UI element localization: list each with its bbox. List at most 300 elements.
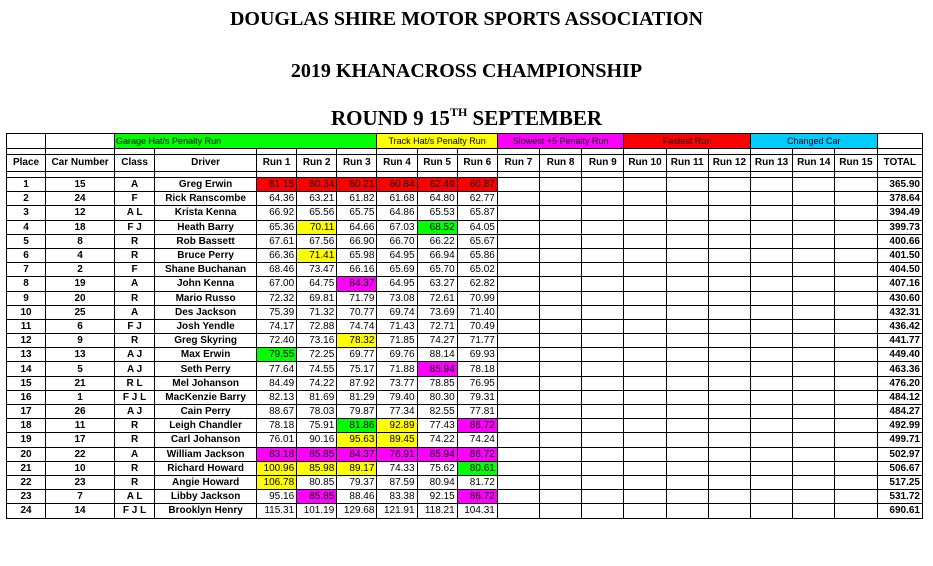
- run-time-cell: [666, 206, 708, 220]
- place-cell: 12: [7, 334, 46, 348]
- run-time-cell: [540, 277, 582, 291]
- run-time-cell: [835, 376, 877, 390]
- column-header: Car Number: [46, 155, 115, 172]
- run-time-cell: [540, 376, 582, 390]
- driver-cell: MacKenzie Barry: [155, 390, 257, 404]
- run-time-cell: 89.17: [337, 461, 377, 475]
- table-row: [7, 405, 923, 419]
- run-time-cell: 84.37: [337, 277, 377, 291]
- run-time-cell: [708, 291, 750, 305]
- run-time-cell: 74.33: [377, 461, 417, 475]
- car-number-cell: 18: [46, 220, 115, 234]
- run-time-cell: 74.55: [297, 362, 337, 376]
- run-time-cell: 92.89: [377, 419, 417, 433]
- run-time-cell: [497, 419, 539, 433]
- place-cell: 19: [7, 433, 46, 447]
- run-time-cell: [835, 291, 877, 305]
- run-time-cell: 79.87: [337, 405, 377, 419]
- run-time-cell: 77.43: [417, 419, 457, 433]
- run-time-cell: [582, 490, 624, 504]
- run-time-cell: 78.18: [457, 362, 497, 376]
- column-header: Run 2: [297, 155, 337, 172]
- driver-cell: Rob Bassett: [155, 234, 257, 248]
- run-time-cell: [540, 319, 582, 333]
- run-time-cell: 64.95: [377, 277, 417, 291]
- column-header: Run 6: [457, 155, 497, 172]
- total-cell: 394.49: [877, 206, 922, 220]
- run-time-cell: 65.87: [457, 206, 497, 220]
- run-time-cell: [624, 263, 666, 277]
- place-cell: 5: [7, 234, 46, 248]
- place-cell: 4: [7, 220, 46, 234]
- run-time-cell: 101.19: [297, 504, 337, 518]
- run-time-cell: [708, 248, 750, 262]
- run-time-cell: 88.67: [257, 405, 297, 419]
- run-time-cell: 80.61: [457, 461, 497, 475]
- legend-slowest-penalty: Slowest +5 Penalty Run: [497, 134, 624, 149]
- place-cell: 1: [7, 178, 46, 192]
- run-time-cell: 73.08: [377, 291, 417, 305]
- run-time-cell: [540, 334, 582, 348]
- run-time-cell: [793, 348, 835, 362]
- run-time-cell: 70.77: [337, 305, 377, 319]
- run-time-cell: [497, 192, 539, 206]
- run-time-cell: [793, 277, 835, 291]
- column-header: Run 1: [257, 155, 297, 172]
- place-cell: 24: [7, 504, 46, 518]
- run-time-cell: 74.27: [417, 334, 457, 348]
- class-cell: R: [115, 433, 155, 447]
- run-time-cell: [624, 291, 666, 305]
- round-title-main: ROUND 9 15: [330, 106, 450, 130]
- column-header: Driver: [155, 155, 257, 172]
- run-time-cell: 79.37: [337, 475, 377, 489]
- run-time-cell: 75.39: [257, 305, 297, 319]
- car-number-cell: 17: [46, 433, 115, 447]
- run-time-cell: [793, 234, 835, 248]
- run-time-cell: [540, 433, 582, 447]
- table-row: [7, 263, 923, 277]
- run-time-cell: [666, 376, 708, 390]
- run-time-cell: [750, 305, 792, 319]
- run-time-cell: [540, 405, 582, 419]
- run-time-cell: [708, 419, 750, 433]
- run-time-cell: [666, 305, 708, 319]
- class-cell: R: [115, 461, 155, 475]
- car-number-cell: 24: [46, 192, 115, 206]
- run-time-cell: 63.21: [297, 192, 337, 206]
- run-time-cell: 71.79: [337, 291, 377, 305]
- run-time-cell: [750, 461, 792, 475]
- total-cell: 378.64: [877, 192, 922, 206]
- run-time-cell: [708, 220, 750, 234]
- run-time-cell: 70.99: [457, 291, 497, 305]
- run-time-cell: 67.56: [297, 234, 337, 248]
- run-time-cell: [793, 248, 835, 262]
- run-time-cell: 79.31: [457, 390, 497, 404]
- run-time-cell: [497, 248, 539, 262]
- run-time-cell: 79.40: [377, 390, 417, 404]
- run-time-cell: [793, 447, 835, 461]
- run-time-cell: 75.62: [417, 461, 457, 475]
- run-time-cell: [750, 348, 792, 362]
- class-cell: A: [115, 305, 155, 319]
- run-time-cell: 66.36: [257, 248, 297, 262]
- driver-cell: Greg Skyring: [155, 334, 257, 348]
- run-time-cell: [666, 234, 708, 248]
- run-time-cell: [497, 291, 539, 305]
- class-cell: R: [115, 291, 155, 305]
- car-number-cell: 21: [46, 376, 115, 390]
- run-time-cell: [666, 263, 708, 277]
- run-time-cell: 74.17: [257, 319, 297, 333]
- run-time-cell: 80.30: [417, 390, 457, 404]
- run-time-cell: 82.13: [257, 390, 297, 404]
- run-time-cell: [793, 305, 835, 319]
- run-time-cell: [540, 504, 582, 518]
- total-cell: 531.72: [877, 490, 922, 504]
- table-row: [7, 419, 923, 433]
- class-cell: A J: [115, 405, 155, 419]
- run-time-cell: [835, 192, 877, 206]
- run-time-cell: [750, 447, 792, 461]
- table-row: [7, 447, 923, 461]
- run-time-cell: [750, 334, 792, 348]
- driver-cell: Richard Howard: [155, 461, 257, 475]
- run-time-cell: [624, 504, 666, 518]
- run-time-cell: 85.85: [297, 490, 337, 504]
- run-time-cell: 104.31: [457, 504, 497, 518]
- round-title: [0, 106, 933, 131]
- table-row: [7, 234, 923, 248]
- run-time-cell: 66.94: [417, 248, 457, 262]
- run-time-cell: [497, 178, 539, 192]
- class-cell: R L: [115, 376, 155, 390]
- run-time-cell: 68.46: [257, 263, 297, 277]
- run-time-cell: 67.00: [257, 277, 297, 291]
- car-number-cell: 26: [46, 405, 115, 419]
- run-time-cell: [582, 319, 624, 333]
- run-time-cell: 74.24: [457, 433, 497, 447]
- table-row: [7, 178, 923, 192]
- run-time-cell: 95.16: [257, 490, 297, 504]
- run-time-cell: 77.64: [257, 362, 297, 376]
- run-time-cell: [666, 291, 708, 305]
- driver-cell: Leigh Chandler: [155, 419, 257, 433]
- run-time-cell: [708, 263, 750, 277]
- run-time-cell: 64.75: [297, 277, 337, 291]
- run-time-cell: [750, 376, 792, 390]
- run-time-cell: 87.59: [377, 475, 417, 489]
- legend-fastest-run: Fastest Run: [624, 134, 751, 149]
- place-cell: 23: [7, 490, 46, 504]
- place-cell: 8: [7, 277, 46, 291]
- run-time-cell: 71.32: [297, 305, 337, 319]
- total-cell: 407.16: [877, 277, 922, 291]
- run-time-cell: [582, 390, 624, 404]
- run-time-cell: 62.82: [457, 277, 497, 291]
- driver-cell: Josh Yendle: [155, 319, 257, 333]
- run-time-cell: 65.56: [297, 206, 337, 220]
- run-time-cell: [497, 447, 539, 461]
- total-cell: 484.12: [877, 390, 922, 404]
- run-time-cell: [793, 206, 835, 220]
- total-cell: 441.77: [877, 334, 922, 348]
- run-time-cell: [624, 376, 666, 390]
- run-time-cell: [793, 419, 835, 433]
- table-row: [7, 334, 923, 348]
- place-cell: 9: [7, 291, 46, 305]
- run-time-cell: 71.43: [377, 319, 417, 333]
- table-row: [7, 433, 923, 447]
- run-time-cell: [835, 206, 877, 220]
- car-number-cell: 6: [46, 319, 115, 333]
- run-time-cell: 65.98: [337, 248, 377, 262]
- run-time-cell: 60.87: [457, 178, 497, 192]
- run-time-cell: [540, 419, 582, 433]
- total-cell: 436.42: [877, 319, 922, 333]
- run-time-cell: 92.15: [417, 490, 457, 504]
- run-time-cell: 80.94: [417, 475, 457, 489]
- legend-track-penalty: Track Hat/s Penalty Run: [377, 134, 497, 149]
- table-row: [7, 220, 923, 234]
- car-number-cell: 19: [46, 277, 115, 291]
- class-cell: A: [115, 447, 155, 461]
- run-time-cell: [750, 319, 792, 333]
- run-time-cell: [793, 220, 835, 234]
- table-row: [7, 305, 923, 319]
- run-time-cell: 69.81: [297, 291, 337, 305]
- run-time-cell: [835, 433, 877, 447]
- run-time-cell: [835, 475, 877, 489]
- run-time-cell: [793, 390, 835, 404]
- run-time-cell: [835, 348, 877, 362]
- run-time-cell: 65.75: [337, 206, 377, 220]
- run-time-cell: [835, 305, 877, 319]
- run-time-cell: [750, 248, 792, 262]
- column-header-row: [7, 155, 923, 172]
- run-time-cell: [624, 206, 666, 220]
- run-time-cell: [835, 504, 877, 518]
- run-time-cell: 121.91: [377, 504, 417, 518]
- column-header: Run 3: [337, 155, 377, 172]
- run-time-cell: 73.77: [377, 376, 417, 390]
- run-time-cell: [708, 475, 750, 489]
- run-time-cell: [666, 192, 708, 206]
- run-time-cell: [497, 277, 539, 291]
- run-time-cell: [582, 475, 624, 489]
- place-cell: 20: [7, 447, 46, 461]
- run-time-cell: [750, 362, 792, 376]
- run-time-cell: [582, 504, 624, 518]
- driver-cell: Krista Kenna: [155, 206, 257, 220]
- run-time-cell: [540, 305, 582, 319]
- run-time-cell: 62.77: [457, 192, 497, 206]
- car-number-cell: 25: [46, 305, 115, 319]
- association-title: DOUGLAS SHIRE MOTOR SPORTS ASSOCIATION: [229, 8, 704, 30]
- run-time-cell: [793, 433, 835, 447]
- run-time-cell: 65.86: [457, 248, 497, 262]
- run-time-cell: 77.34: [377, 405, 417, 419]
- run-time-cell: 66.16: [337, 263, 377, 277]
- run-time-cell: 90.16: [297, 433, 337, 447]
- run-time-cell: [750, 490, 792, 504]
- car-number-cell: 5: [46, 362, 115, 376]
- run-time-cell: 95.63: [337, 433, 377, 447]
- run-time-cell: [497, 390, 539, 404]
- total-cell: 502.97: [877, 447, 922, 461]
- run-time-cell: [708, 447, 750, 461]
- total-cell: 690.61: [877, 504, 922, 518]
- run-time-cell: [750, 192, 792, 206]
- driver-cell: John Kenna: [155, 277, 257, 291]
- run-time-cell: [582, 405, 624, 419]
- run-time-cell: 65.70: [417, 263, 457, 277]
- run-time-cell: [666, 490, 708, 504]
- place-cell: 2: [7, 192, 46, 206]
- run-time-cell: 79.55: [257, 348, 297, 362]
- table-row: [7, 206, 923, 220]
- table-row: [7, 390, 923, 404]
- run-time-cell: 83.38: [377, 490, 417, 504]
- run-time-cell: [708, 277, 750, 291]
- run-time-cell: [624, 475, 666, 489]
- run-time-cell: [540, 348, 582, 362]
- driver-cell: Mel Johanson: [155, 376, 257, 390]
- run-time-cell: [582, 234, 624, 248]
- run-time-cell: 72.40: [257, 334, 297, 348]
- run-time-cell: [708, 234, 750, 248]
- car-number-cell: 14: [46, 504, 115, 518]
- run-time-cell: [793, 490, 835, 504]
- run-time-cell: 82.55: [417, 405, 457, 419]
- table-row: [7, 475, 923, 489]
- run-time-cell: 106.78: [257, 475, 297, 489]
- run-time-cell: [666, 419, 708, 433]
- run-time-cell: 69.93: [457, 348, 497, 362]
- run-time-cell: [708, 461, 750, 475]
- run-time-cell: [750, 206, 792, 220]
- run-time-cell: 115.31: [257, 504, 297, 518]
- run-time-cell: 72.88: [297, 319, 337, 333]
- run-time-cell: [540, 192, 582, 206]
- run-time-cell: [666, 220, 708, 234]
- run-time-cell: 65.36: [257, 220, 297, 234]
- table-row: [7, 319, 923, 333]
- run-time-cell: [750, 178, 792, 192]
- column-header: Run 12: [708, 155, 750, 172]
- table-row: [7, 248, 923, 262]
- run-time-cell: [666, 461, 708, 475]
- run-time-cell: [624, 419, 666, 433]
- run-time-cell: 62.49: [417, 178, 457, 192]
- total-cell: 484.27: [877, 405, 922, 419]
- driver-cell: Brooklyn Henry: [155, 504, 257, 518]
- driver-cell: Des Jackson: [155, 305, 257, 319]
- run-time-cell: 80.85: [297, 475, 337, 489]
- run-time-cell: [793, 263, 835, 277]
- run-time-cell: 73.69: [417, 305, 457, 319]
- class-cell: R: [115, 475, 155, 489]
- run-time-cell: [540, 206, 582, 220]
- driver-cell: Heath Barry: [155, 220, 257, 234]
- run-time-cell: [497, 504, 539, 518]
- car-number-cell: 23: [46, 475, 115, 489]
- run-time-cell: [835, 461, 877, 475]
- run-time-cell: [666, 447, 708, 461]
- column-header: Run 7: [497, 155, 539, 172]
- column-header: Run 8: [540, 155, 582, 172]
- run-time-cell: [666, 248, 708, 262]
- place-cell: 13: [7, 348, 46, 362]
- run-time-cell: [835, 234, 877, 248]
- run-time-cell: [666, 362, 708, 376]
- run-time-cell: 81.86: [337, 419, 377, 433]
- driver-cell: Cain Perry: [155, 405, 257, 419]
- class-cell: A J: [115, 362, 155, 376]
- run-time-cell: 66.22: [417, 234, 457, 248]
- run-time-cell: [582, 433, 624, 447]
- place-cell: 14: [7, 362, 46, 376]
- run-time-cell: 71.40: [457, 305, 497, 319]
- driver-cell: Bruce Perry: [155, 248, 257, 262]
- table-row: [7, 192, 923, 206]
- total-cell: 463.36: [877, 362, 922, 376]
- class-cell: R: [115, 248, 155, 262]
- run-time-cell: [540, 234, 582, 248]
- place-cell: 16: [7, 390, 46, 404]
- car-number-cell: 4: [46, 248, 115, 262]
- total-cell: 432.31: [877, 305, 922, 319]
- total-cell: 399.73: [877, 220, 922, 234]
- run-time-cell: [582, 248, 624, 262]
- run-time-cell: 81.69: [297, 390, 337, 404]
- column-header: Run 4: [377, 155, 417, 172]
- run-time-cell: [497, 220, 539, 234]
- run-time-cell: [666, 504, 708, 518]
- place-cell: 18: [7, 419, 46, 433]
- column-header: Run 5: [417, 155, 457, 172]
- place-cell: 22: [7, 475, 46, 489]
- run-time-cell: [497, 362, 539, 376]
- run-time-cell: [624, 277, 666, 291]
- run-time-cell: [540, 220, 582, 234]
- class-cell: R: [115, 234, 155, 248]
- run-time-cell: 84.49: [257, 376, 297, 390]
- run-time-cell: 65.53: [417, 206, 457, 220]
- run-time-cell: 81.72: [457, 475, 497, 489]
- run-time-cell: [624, 319, 666, 333]
- run-time-cell: [624, 390, 666, 404]
- class-cell: F: [115, 263, 155, 277]
- run-time-cell: 73.16: [297, 334, 337, 348]
- run-time-cell: 85.85: [297, 447, 337, 461]
- run-time-cell: [835, 419, 877, 433]
- run-time-cell: 65.02: [457, 263, 497, 277]
- run-time-cell: 64.80: [417, 192, 457, 206]
- class-cell: F J L: [115, 504, 155, 518]
- run-time-cell: [582, 461, 624, 475]
- run-time-cell: [708, 178, 750, 192]
- run-time-cell: [708, 192, 750, 206]
- run-time-cell: [666, 178, 708, 192]
- run-time-cell: [793, 319, 835, 333]
- run-time-cell: 78.18: [257, 419, 297, 433]
- place-cell: 3: [7, 206, 46, 220]
- run-time-cell: 85.94: [417, 447, 457, 461]
- run-time-cell: [750, 504, 792, 518]
- run-time-cell: [540, 291, 582, 305]
